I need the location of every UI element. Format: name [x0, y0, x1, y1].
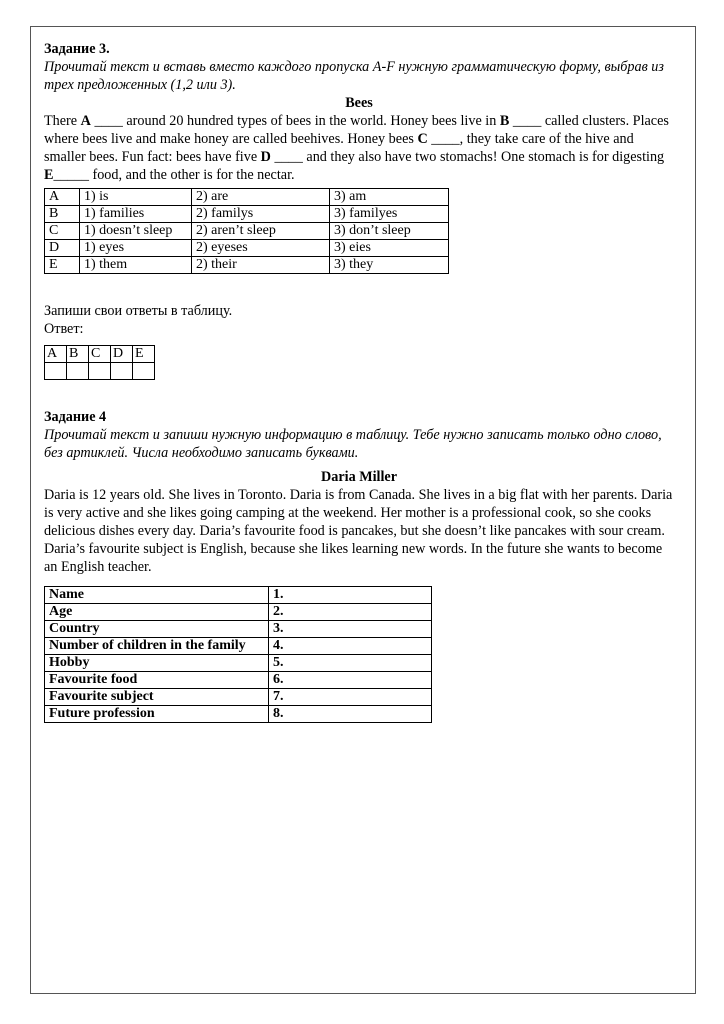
table-cell: 1) them	[80, 257, 192, 274]
table-row	[45, 706, 432, 723]
table-row	[45, 672, 432, 689]
table-cell: A	[45, 189, 80, 206]
table-row	[45, 240, 449, 257]
table-cell: C	[45, 223, 80, 240]
table-cell: 2) their	[192, 257, 330, 274]
answer-header: E	[133, 346, 155, 363]
info-label: Future profession	[45, 706, 269, 723]
task4-text: Daria is 12 years old. She lives in Toronto. Daria is from Canada. She lives in a big flat with her parents. Daria is very active and she likes going camping at the weekend. Her mother is a professional cook, so she cooks delicious dishes every day. Daria’s favourite food is pancakes, but she doesn’t like pancakes with sour cream. Daria’s favourite subject is English, because she likes learning new words. In the future she wants to become an English teacher.	[44, 487, 673, 575]
info-label: Name	[45, 587, 269, 604]
task3-text-title: Bees	[345, 95, 373, 111]
table-cell: 1) is	[80, 189, 192, 206]
table-cell: 2) are	[192, 189, 330, 206]
answer-cell-e[interactable]	[133, 363, 155, 380]
text-part: ____ and they also have two stomachs! One stomach is for digesting	[270, 149, 665, 165]
info-label: Age	[45, 604, 269, 621]
worksheet	[44, 40, 674, 723]
info-answer[interactable]: 1.	[269, 587, 432, 604]
table-cell: 2) eyeses	[192, 240, 330, 257]
table-row	[45, 587, 432, 604]
table-cell: D	[45, 240, 80, 257]
task3-text	[44, 112, 674, 184]
text-part: ____, they take care of the hive and smaller bees. Fun fact: bees have five	[44, 131, 634, 165]
table-cell: 1) eyes	[80, 240, 192, 257]
gap-label-b: B	[499, 113, 510, 129]
answer-header: B	[67, 346, 89, 363]
answer-header: A	[45, 346, 67, 363]
task3-title: Задание 3.	[44, 41, 110, 57]
info-answer[interactable]: 4.	[269, 638, 432, 655]
task4-instruction: Прочитай текст и запиши нужную информацию в таблицу. Тебе нужно записать только одно слово, без артиклей. Числа необходимо записать буквами.	[44, 427, 662, 461]
table-cell: 3) don’t sleep	[330, 223, 449, 240]
table-row	[45, 346, 155, 363]
table-cell: 1) families	[80, 206, 192, 223]
task3-instruction: Прочитай текст и вставь вместо каждого пропуска A-F нужную грамматическую форму, выбрав из трех предложенных (1,2 или 3).	[44, 59, 664, 93]
table-row	[45, 689, 432, 706]
info-answer[interactable]: 5.	[269, 655, 432, 672]
table-cell: B	[45, 206, 80, 223]
gap-label-c: C	[417, 131, 428, 147]
answer-prompt: Запиши свои ответы в таблицу.	[44, 303, 233, 319]
gap-label-a: A	[80, 113, 91, 129]
info-label: Favourite subject	[45, 689, 269, 706]
gap-label-d: D	[260, 149, 271, 165]
info-label: Favourite food	[45, 672, 269, 689]
table-row	[45, 223, 449, 240]
info-answer[interactable]: 2.	[269, 604, 432, 621]
table-row	[45, 655, 432, 672]
table-cell: 3) familyes	[330, 206, 449, 223]
answer-header: D	[111, 346, 133, 363]
info-label: Country	[45, 621, 269, 638]
answer-header: C	[89, 346, 111, 363]
text-part: ____ around 20 hundred types of bees in the world. Honey bees live in	[90, 113, 500, 129]
table-cell: 3) eies	[330, 240, 449, 257]
answer-cell-c[interactable]	[89, 363, 111, 380]
task4-text-title: Daria Miller	[320, 469, 398, 485]
answer-cell-d[interactable]	[111, 363, 133, 380]
table-cell: E	[45, 257, 80, 274]
answer-cell-a[interactable]	[45, 363, 67, 380]
table-cell: 1) doesn’t sleep	[80, 223, 192, 240]
info-table	[44, 586, 432, 723]
table-cell: 2) familys	[192, 206, 330, 223]
table-row	[45, 604, 432, 621]
info-label: Hobby	[45, 655, 269, 672]
table-cell: 3) am	[330, 189, 449, 206]
table-cell: 3) they	[330, 257, 449, 274]
table-row	[45, 206, 449, 223]
answer-label: Ответ:	[44, 321, 84, 337]
info-answer[interactable]: 7.	[269, 689, 432, 706]
answer-table	[44, 345, 155, 380]
table-row	[45, 638, 432, 655]
text-part: There	[44, 113, 81, 129]
table-row	[45, 363, 155, 380]
gap-label-e: E	[44, 167, 54, 183]
text-part: ____ called clusters. Places where bees live and make honey are called beehives. Honey bees	[44, 113, 669, 147]
table-row	[45, 257, 449, 274]
task4-title: Задание 4	[44, 409, 107, 425]
table-cell: 2) aren’t sleep	[192, 223, 330, 240]
text-part: _____ food, and the other is for the nectar.	[53, 167, 295, 183]
info-label: Number of children in the family	[45, 638, 269, 655]
info-answer[interactable]: 3.	[269, 621, 432, 638]
answer-cell-b[interactable]	[67, 363, 89, 380]
options-table	[44, 188, 449, 274]
info-answer[interactable]: 8.	[269, 706, 432, 723]
table-row	[45, 621, 432, 638]
info-answer[interactable]: 6.	[269, 672, 432, 689]
table-row	[45, 189, 449, 206]
